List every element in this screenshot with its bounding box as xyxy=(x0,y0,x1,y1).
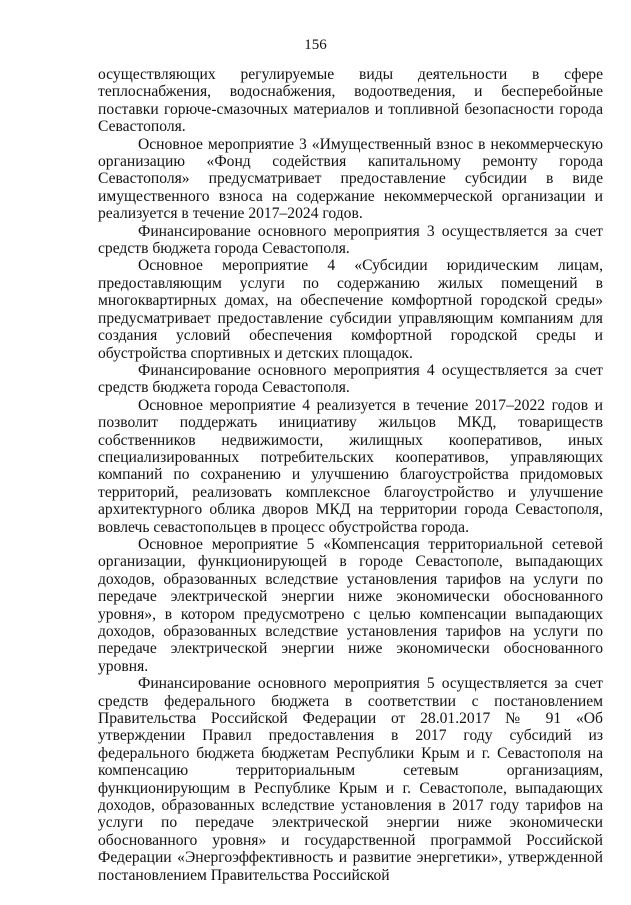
page-number: 156 xyxy=(304,37,327,53)
paragraph-6: Основное мероприятие 4 реализуется в течение 2017–2022 годов и позволит поддержать инициативу жильцов МКД, товариществ собственников недвижимости, жилищных кооперативов, иных специализированных потребительских кооперативов, управляющих компаний по сохранению и улучшению благоустройства придомовых территорий, реализовать комплексное благоустройство и улучшение архитектурного облика дворов МКД на территории города Севастополя, вовлечь севастопольцев в процесс обустройства города. xyxy=(98,396,603,536)
document-body xyxy=(98,66,603,884)
paragraph-3: Финансирование основного мероприятия 3 осуществляется за счет средств бюджета города Севастополя. xyxy=(98,222,603,258)
paragraph-7: Основное мероприятие 5 «Компенсация территориальной сетевой организации, функционирующей в городе Севастополе, выпадающих доходов, образованных вследствие установления тарифов на услуги по передаче электрической энергии ниже экономически обоснованного уровня», в котором предусмотрено с целью компенсации выпадающих доходов, образованных вследствие установления тарифов на услуги по передаче электрической энергии ниже экономически обоснованного уровня. xyxy=(98,535,603,675)
paragraph-1: осуществляющих регулируемые виды деятельности в сфере теплоснабжения, водоснабжения, водоотведения, и бесперебойные поставки горюче-смазочных материалов и топливной безопасности города Севастополя. xyxy=(98,66,603,136)
paragraph-2: Основное мероприятие 3 «Имущественный взнос в некоммерческую организацию «Фонд содействия капитальному ремонту города Севастополя» предусматривает предоставление субсидии в виде имущественного взноса на содержание некоммерческой организации и реализуется в течение 2017–2024 годов. xyxy=(98,135,603,223)
paragraph-8: Финансирование основного мероприятия 5 осуществляется за счет средств федерального бюджета в соответствии с постановлением Правительства Российской Федерации от 28.01.2017 № 91 «Об утверждении Правил предоставления в 2017 году субсидий из федерального бюджета бюджетам Республики Крым и г. Севастополя на компенсацию территориальным сетевым организациям, функционирующим в Республике Крым и г. Севастополе, выпадающих доходов, образованных вследствие установления в 2017 году тарифов на услуги по передаче электрической энергии ниже экономически обоснованного уровня» и государственной программой Российской Федерации «Энергоэффективность и развитие энергетики», утвержденной постановлением Правительства Российской xyxy=(98,675,603,884)
paragraph-4: Основное мероприятие 4 «Субсидии юридическим лицам, предоставляющим услуги по содержанию жилых помещений в многоквартирных домах, на обеспечение комфортной городской среды» предусматривает предоставление субсидии управляющим компаниям для создания условий обеспечения комфортной городской среды и обустройства спортивных и детских площадок. xyxy=(98,257,603,362)
paragraph-5: Финансирование основного мероприятия 4 осуществляется за счет средств бюджета города Севастополя. xyxy=(98,361,603,397)
